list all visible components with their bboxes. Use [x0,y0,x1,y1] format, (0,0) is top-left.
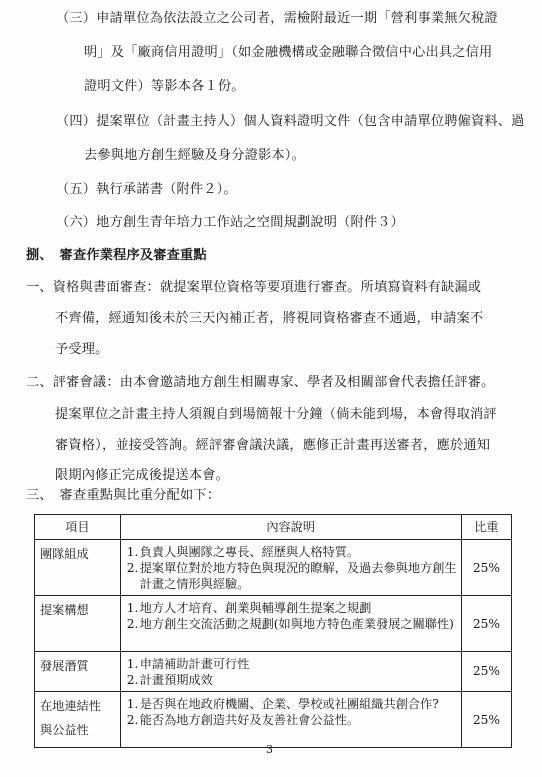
table-header-row [35,515,512,540]
body-line: 二、評審會議：由本會邀請地方創生相關專家、學者及相關部會代表擔任評審。 [26,375,495,390]
table-row [35,596,512,652]
body-line: 提案單位之計畫主持人須親自到場簡報十分鐘（倘未能到場，本會得取消評 [55,407,497,422]
body-line: （三）申請單位為依法設立之公司者，需檢附最近一期「營利事業無欠稅證 [56,11,498,26]
header-item: 項目 [35,515,121,540]
description-cell [120,596,461,652]
body-line: 限期內修正完成後提送本會。 [55,468,230,483]
weight-cell: 25% [461,596,511,652]
page-number: 3 [266,743,273,756]
table-row [35,540,512,596]
body-line: 不齊備，經通知後未於三天內補正者，將視同資格審查不通過，申請案不 [55,311,484,326]
weight-cell: 25% [461,692,511,748]
list-item: 1. 地方人才培育、創業與輔導創生提案之規劃 [126,601,372,615]
description-cell [120,652,461,692]
list-item: 1. 是否與在地政府機關、企業、學校或社團組織共創合作? [126,697,439,711]
weight-cell: 25% [461,540,511,596]
list-item: 2. 地方創生交流活動之規劃(如與地方特色產業發展之關聯性) [126,617,454,631]
body-line: （四）提案單位（計畫主持人）個人資料證明文件（包含申請單位聘僱資料、過 [56,114,525,129]
body-line: 審資格），並接受答詢。經評審會議決議，應修正計畫再送審者，應於通知 [55,438,491,453]
description-cell [120,540,461,596]
table-row [35,692,512,748]
body-line: 明」及「廠商信用證明」（如金融機構或金融聯合徵信中心出具之信用 [84,45,493,60]
item-cell: 發展潛質 [35,652,121,692]
weight-cell: 25% [461,652,511,692]
body-line: 證明文件）等影本各１份。 [84,79,245,94]
section-heading: 捌、 審查作業程序及審查重點 [26,248,207,263]
description-cell [120,692,461,748]
body-line: 予受理。 [55,342,109,357]
body-line: 去參與地方創生經驗及身分證影本）。 [84,148,305,163]
table-row [35,652,512,692]
list-item: 1. 負責人與團隊之專長、經歷與人格特質。 [126,545,360,559]
header-weight: 比重 [461,515,511,540]
body-line: 三、 審查重點與比重分配如下： [26,488,221,503]
body-line: （五）執行承諾書（附件２）。 [56,182,237,197]
review-criteria-table [34,514,512,748]
list-item: 2. 提案單位對於地方特色與現況的瞭解，及過去參與地方創生計畫之情形與經驗。 [126,561,457,591]
body-line: （六）地方創生青年培力工作站之空間規劃說明（附件３） [56,215,405,230]
list-item: 2. 計畫預期成效 [126,673,213,687]
header-description: 內容說明 [120,515,461,540]
list-item: 1. 申請補助計畫可行性 [126,657,250,671]
list-item: 2. 能否為地方創造共好及友善社會公益性。 [126,713,360,727]
item-cell: 在地連結性 與公益性 [35,692,121,748]
item-cell: 提案構想 [35,596,121,652]
item-cell: 團隊組成 [35,540,121,596]
body-line: 一、資格與書面審查：就提案單位資格等要項進行審查。所填寫資料有缺漏或 [26,280,482,295]
